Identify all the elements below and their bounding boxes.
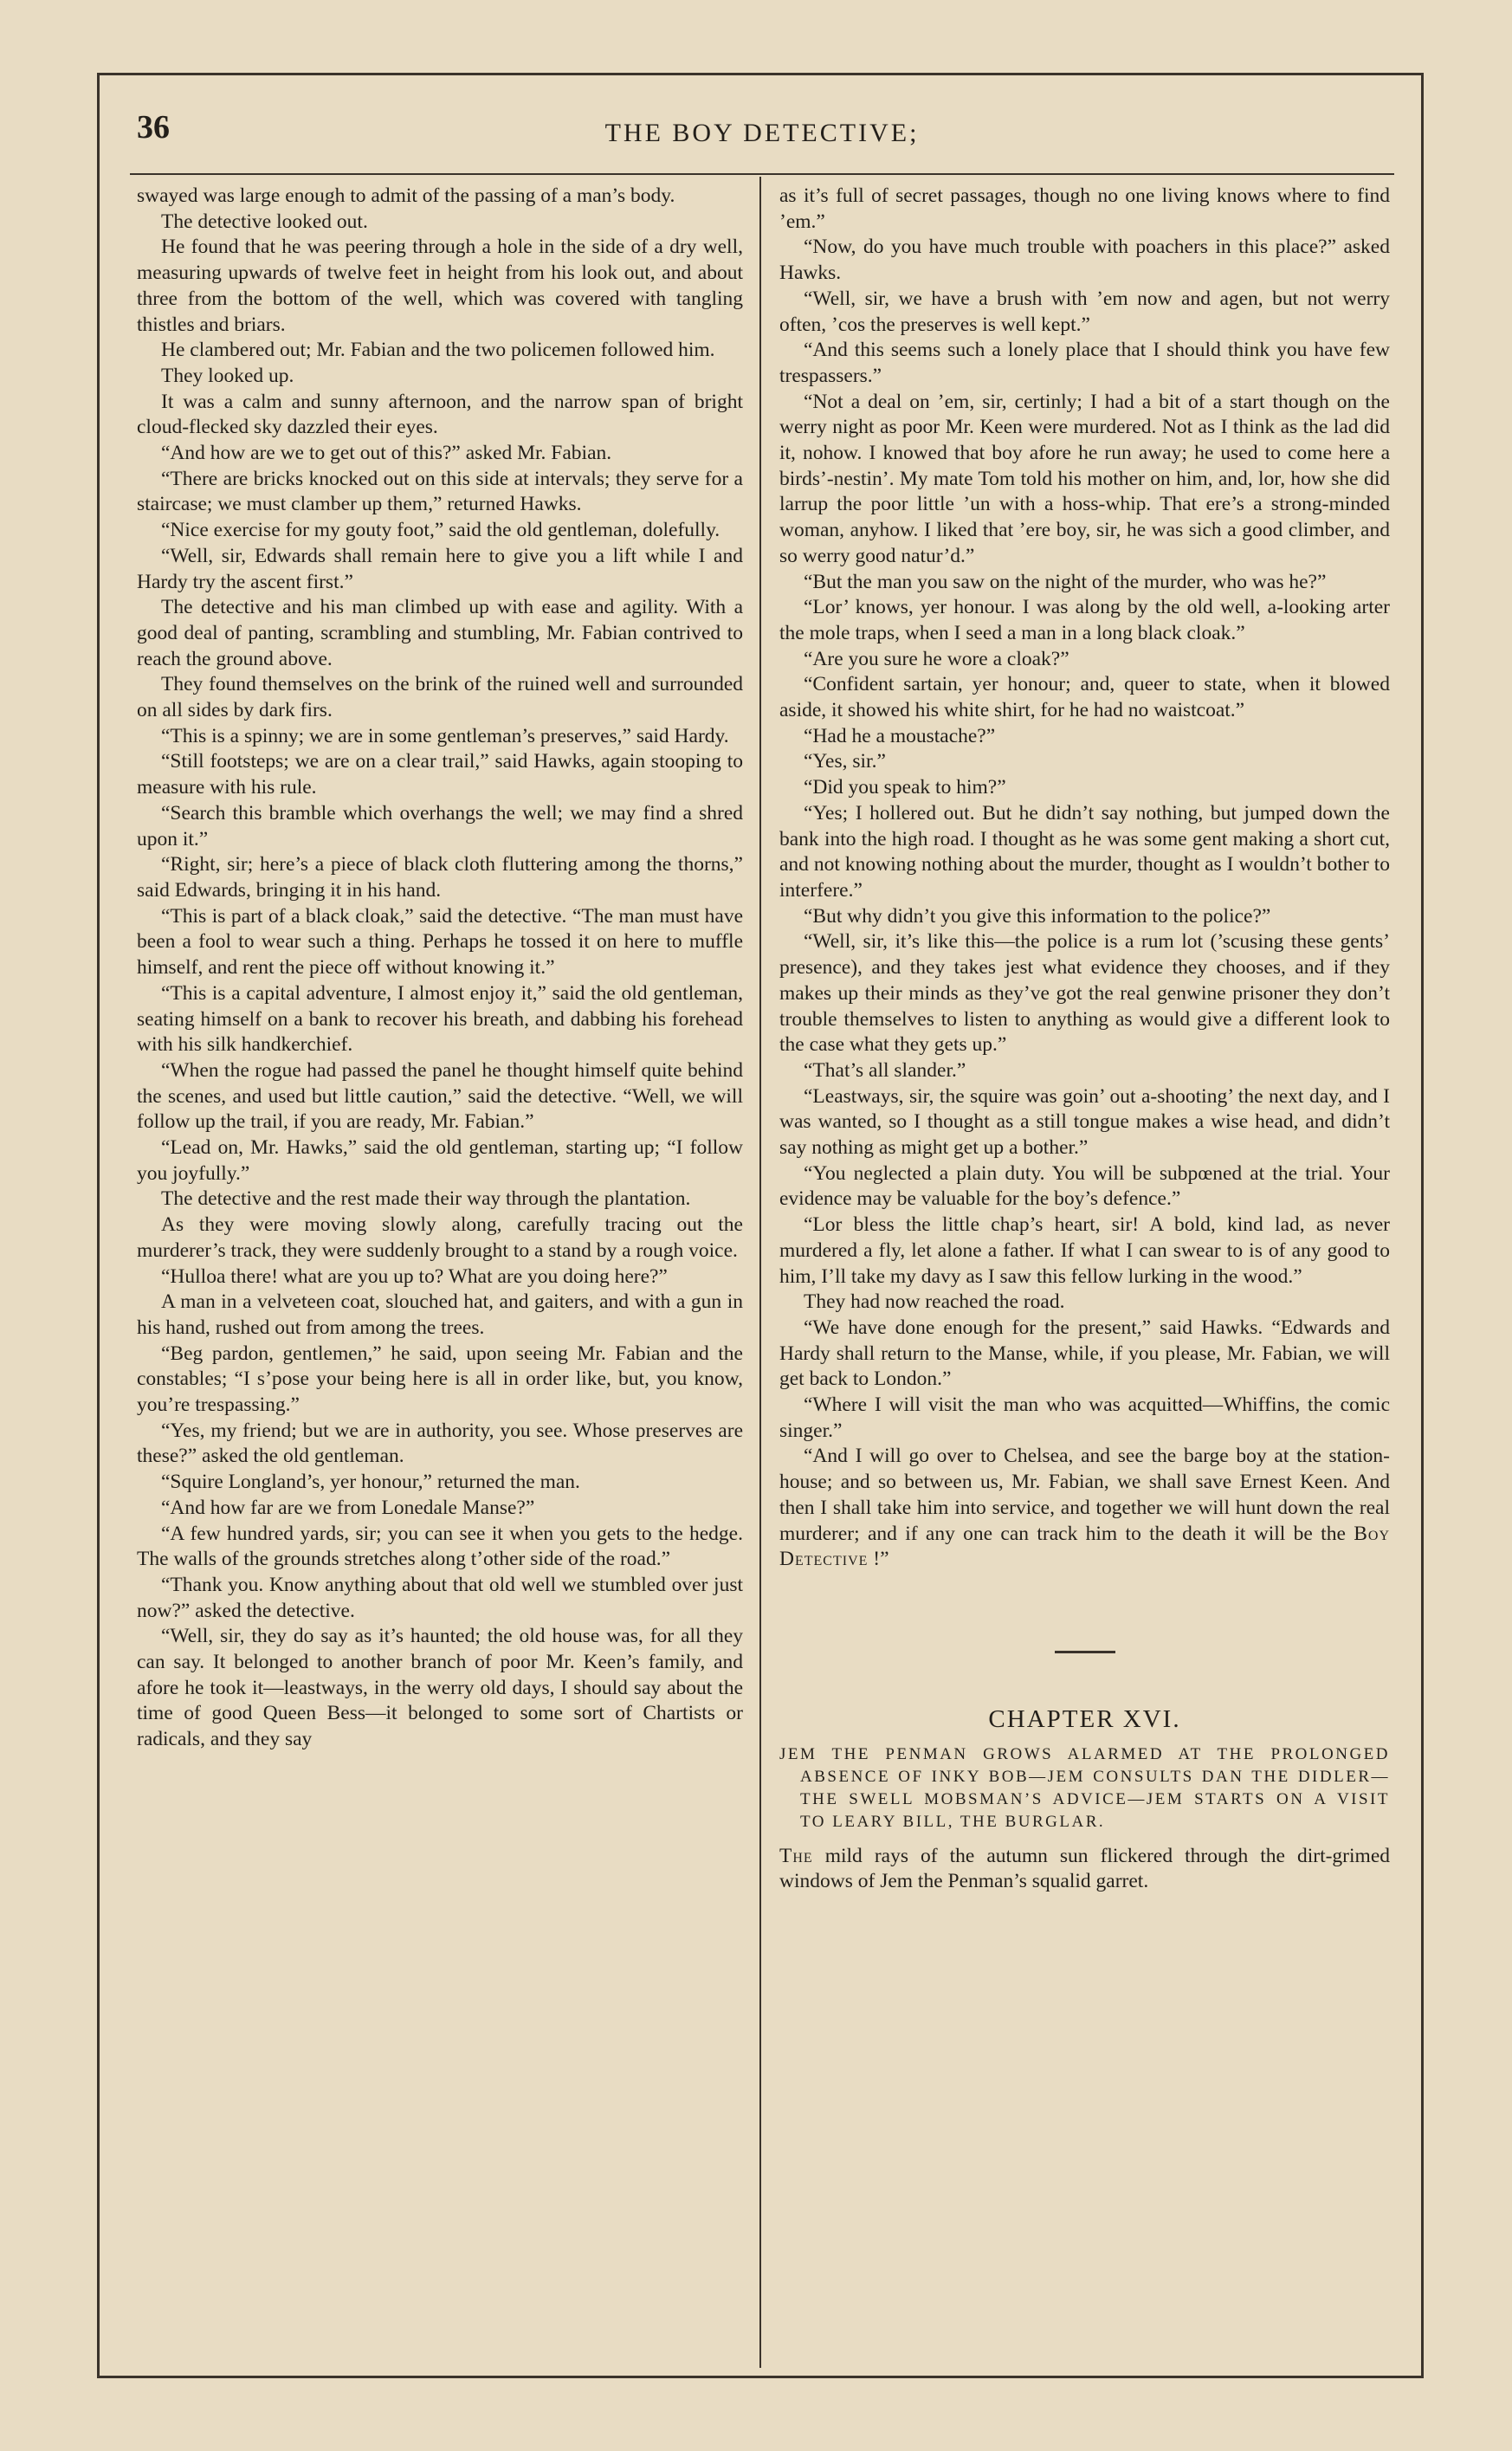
chapter-title: CHAPTER XVI. [988, 1704, 1181, 1733]
paragraph: “Search this bramble which overhangs the well; we may find a shred upon it.” [137, 801, 743, 850]
paragraph: “But why didn’t you give this information to the police?” [804, 904, 1271, 928]
paragraph: “Leastways, sir, the squire was goin’ out a-shooting’ the next day, and I was wanted, so I thought as a still tongue makes a wise head, and didn’t say nothing as might get up a bother.” [779, 1084, 1390, 1160]
closing-punctuation: !” [868, 1548, 889, 1571]
paragraph: “This is a spinny; we are in some gentleman’s preserves,” said Hardy. [161, 724, 729, 747]
chapter-separator-rule [1055, 1651, 1115, 1653]
paragraph: “Nice exercise for my gouty foot,” said the old gentleman, dolefully. [161, 519, 720, 542]
left-column [137, 184, 743, 1753]
paragraph: “And how far are we from Lonedale Manse?” [161, 1496, 535, 1519]
paragraph: “We have done enough for the present,” said Hawks. “Edwards and Hardy shall return to the Manse, while, if you please, Mr. Fabian, we will get back to London.” [779, 1316, 1390, 1391]
paragraph: “Lor bless the little chap’s heart, sir! A bold, kind lad, as never murdered a fly, let alone a father. If what I can swear to is of any good to him, I’ll take my davy as I saw this fellow lurking in the wood.” [779, 1213, 1390, 1288]
paragraph: “And I will go over to Chelsea, and see the barge boy at the station-house; and so between us, Mr. Fabian, we shall save Ernest Keen. And then I shall take him into service, and together we will hunt down the real murderer; and if any one can track him to the death it will be the Boy Detective !” [779, 1445, 1391, 1571]
paragraph: It was a calm and sunny afternoon, and the narrow span of bright cloud-flecked sky dazzled their eyes. [137, 390, 743, 439]
paragraph: “Lor’ knows, yer honour. I was along by the old well, a-looking arter the mole traps, when I seed a man in a long black cloak.” [779, 596, 1390, 644]
paragraph: “Yes; I hollered out. But he didn’t say nothing, but jumped down the bank into the high road. I thought as he was some gent making a short cut, and not knowing nothing about the murder, thought as I wouldn’t bother to interfere.” [779, 801, 1390, 902]
chapter-opening-word: The [779, 1844, 813, 1867]
paragraph: “This is a capital adventure, I almost enjoy it,” said the old gentleman, seating himself on a bank to recover his breath, and dabbing his forehead with his silk handkerchief. [137, 981, 743, 1057]
paragraph: “That’s all slander.” [804, 1058, 966, 1082]
paragraph: “Yes, sir.” [804, 750, 886, 773]
paragraph: He clambered out; Mr. Fabian and the two policemen followed him. [161, 339, 715, 362]
paragraph: They looked up. [161, 364, 294, 387]
paragraph: “Hulloa there! what are you up to? What are you doing here?” [161, 1264, 668, 1288]
chapter-opening-paragraph [779, 1844, 1390, 1895]
paragraph: “There are bricks knocked out on this side at intervals; they serve for a staircase; we must clamber up them,” returned Hawks. [137, 467, 743, 516]
paragraph: “Well, sir, they do say as it’s haunted; the old house was, for all they can say. It belonged to another branch of poor Mr. Keen’s family, and afore he took it—leastways, in the werry old days, I should say about the time of good Queen Bess—it belonged to some sort of Chartists or radicals, and they say [137, 1625, 743, 1751]
paragraph: “But the man you saw on the night of the murder, who was he?” [804, 570, 1327, 593]
paragraph: “Still footsteps; we are on a clear trail,” said Hawks, again stooping to measure with his rule. [137, 750, 743, 799]
paragraph: as it’s full of secret passages, though no one living knows where to find ’em.” [779, 184, 1390, 233]
paragraph: “And this seems such a lonely place that I should think you have few trespassers.” [779, 339, 1390, 387]
paragraph: “Now, do you have much trouble with poachers in this place?” asked Hawks. [779, 236, 1390, 285]
chapter-opening-text: mild rays of the autumn sun flickered through the dirt-grimed windows of Jem the Penman’s squalid garret. [779, 1844, 1390, 1893]
paragraph: “And how are we to get out of this?” asked Mr. Fabian. [161, 442, 612, 465]
paragraph: “Where I will visit the man who was acquitted—Whiffins, the comic singer.” [779, 1394, 1390, 1442]
paragraph: “Not a deal on ’em, sir, certinly; I had a bit of a start though on the werry night as poor Mr. Keen were murdered. Not as I think as the lad did it, nohow. I knowed that boy afore he run away; he used to come here a birds’-nestin’. My mate Tom told his mother on him, and, lor, how she did larrup the poor little ’un with a hoss-whip. That ere’s a strong-minded woman, anyhow. I liked that ’ere boy, sir, he was sich a good climber, and so werry good natur’d.” [779, 390, 1390, 567]
paragraph: “You neglected a plain duty. You will be subpœned at the trial. Your evidence may be valuable for the boy’s defence.” [779, 1161, 1390, 1211]
paragraph: They found themselves on the brink of the ruined well and surrounded on all sides by dark firs. [137, 673, 743, 722]
right-column [779, 184, 1390, 1895]
paragraph: “When the rogue had passed the panel he thought himself quite behind the scenes, and used but little caution,” said the detective. “Well, we will follow up the trail, if you are ready, Mr. Fabian.” [137, 1058, 743, 1134]
running-title: THE BOY DETECTIVE; [604, 119, 920, 147]
paragraph: “Confident sartain, yer honour; and, queer to state, when it blowed aside, it showed his white shirt, for he had no waistcoat.” [779, 673, 1390, 722]
page-header [130, 108, 1394, 160]
column-divider [759, 177, 761, 2368]
paragraph: “Thank you. Know anything about that old well we stumbled over just now?” asked the detective. [137, 1573, 743, 1622]
paragraph: The detective and the rest made their way through the plantation. [161, 1187, 691, 1211]
paragraph: “Squire Longland’s, yer honour,” returned the man. [161, 1471, 580, 1494]
paragraph: “Had he a moustache?” [804, 724, 996, 747]
paragraph: A man in a velveteen coat, slouched hat, and gaiters, and with a gun in his hand, rushed out from among the trees. [137, 1290, 743, 1339]
paragraph: “Did you speak to him?” [804, 776, 1006, 799]
paragraph: “Are you sure he wore a cloak?” [804, 647, 1069, 670]
page-number: 36 [137, 109, 170, 146]
boy-detective-smallcaps: Boy Detective [779, 1522, 1391, 1571]
paragraph: “This is part of a black cloak,” said the detective. “The man must have been a fool to wear such a thing. Perhaps he tossed it on here to muffle himself, and rent the piece off without knowing it.” [137, 904, 743, 980]
paragraph: The detective and his man climbed up with ease and agility. With a good deal of panting, scrambling and stumbling, Mr. Fabian contrived to reach the ground above. [137, 596, 743, 670]
chapter-summary: JEM THE PENMAN GROWS ALARMED AT THE PROLONGED ABSENCE OF INKY BOB—JEM CONSULTS DAN THE DIDLER—THE SWELL MOBSMAN’S ADVICE—JEM STARTS ON A VISIT TO LEARY BILL, THE BURGLAR. [779, 1744, 1390, 1831]
right-column-paragraphs [779, 184, 1390, 1573]
header-rule [130, 173, 1394, 175]
paragraph: The detective looked out. [161, 210, 368, 233]
paragraph: “Well, sir, we have a brush with ’em now and agen, but not werry often, ’cos the preserves is well kept.” [779, 287, 1390, 336]
paragraph: swayed was large enough to admit of the passing of a man’s body. [137, 184, 675, 207]
paragraph: “Yes, my friend; but we are in authority, you see. Whose preserves are these?” asked the old gentleman. [137, 1419, 743, 1468]
paragraph: “Well, sir, Edwards shall remain here to give you a lift while I and Hardy try the ascent first.” [137, 544, 743, 593]
paragraph: “A few hundred yards, sir; you can see it when you gets to the hedge. The walls of the grounds stretches along t’other side of the road.” [137, 1522, 743, 1571]
paragraph: As they were moving slowly along, carefully tracing out the murderer’s track, they were suddenly brought to a stand by a rough voice. [137, 1213, 743, 1262]
paragraph: “Lead on, Mr. Hawks,” said the old gentleman, starting up; “I follow you joyfully.” [137, 1136, 743, 1185]
paragraph: He found that he was peering through a hole in the side of a dry well, measuring upwards of twelve feet in height from his look out, and about three from the bottom of the well, which was covered with tangling thistles and briars. [137, 236, 743, 336]
paragraph: “Well, sir, it’s like this—the police is a rum lot (’scusing these gents’ presence), and they takes jest what evidence they chooses, and if they makes up their minds as they’ve got the real genwine prisoner they don’t trouble themselves to listen to anything as would give a different look to the case what they gets up.” [779, 930, 1390, 1057]
paragraph: “Beg pardon, gentlemen,” he said, upon seeing Mr. Fabian and the constables; “I s’pose your being here is all in order like, but, you know, you’re trespassing.” [137, 1342, 743, 1417]
paragraph: “Right, sir; here’s a piece of black cloth fluttering among the thorns,” said Edwards, bringing it in his hand. [137, 853, 743, 902]
paragraph: They had now reached the road. [804, 1290, 1065, 1314]
